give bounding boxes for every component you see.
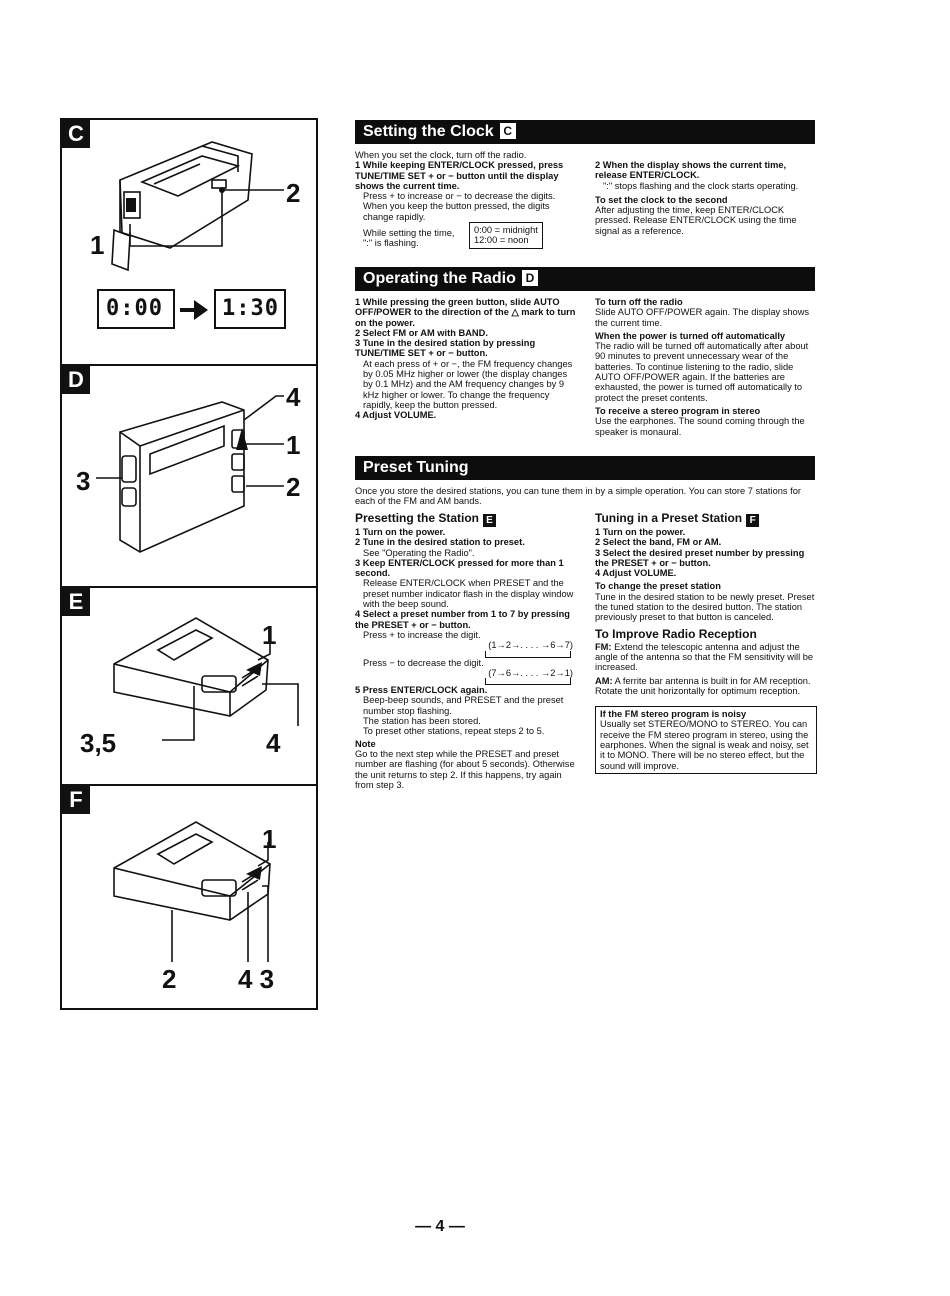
presetting-step-4-decrease: Press − to decrease the digit. (363, 657, 484, 668)
figure-e (62, 588, 316, 784)
loop-bracket (485, 651, 571, 658)
callout-1: 1 (262, 620, 277, 650)
presetting-step-1: 1 Turn on the power. (355, 527, 446, 537)
tuning-step-1: 1 Turn on the power. (595, 527, 686, 537)
tuning-step-3: 3 Select the desired preset number by pressing the PRESET + or − button. (595, 547, 805, 568)
section-bar-radio (355, 267, 815, 291)
clock-flash-note: While setting the time, ":" is flashing. (363, 228, 455, 249)
presetting-sequence-increase: (1→2→. . . . →6→7) (488, 640, 573, 651)
presetting-step-5: 5 Press ENTER/CLOCK again. (355, 685, 488, 696)
radio-stereo-body: Use the earphones. The sound coming through the speaker is monaural. (595, 416, 805, 437)
presetting-step-4-increase: Press + to increase the digit. (363, 629, 481, 640)
presetting-title: Presetting the Station (355, 511, 480, 525)
presetting-step-4: 4 Select a preset number from 1 to 7 by pressing the PRESET + or − button. (355, 609, 570, 630)
presetting-step-5-body-3: To preset other stations, repeat steps 2 to 5. (363, 726, 545, 737)
radio-preset-illustration-f (62, 786, 316, 1008)
radio-step-2: 2 Select FM or AM with BAND. (355, 327, 488, 338)
tuning-column (595, 511, 817, 774)
tuning-change-body: Tune in the desired station to be newly preset. Preset the tuned station to the desired button. The station previously preset to that button is canceled. (595, 591, 815, 623)
clock-time-box (469, 222, 543, 249)
presetting-note-body: Go to the next step while the PRESET and preset number are flashing (for about 5 seconds). Otherwise the unit returns to step 2. If this happens, try again from step 3. (355, 748, 575, 790)
figure-c (62, 120, 316, 364)
radio-auto-heading: When the power is turned off automatically (595, 330, 786, 341)
figure-d-badge: D (62, 366, 90, 394)
radio-right-column (595, 297, 817, 437)
radio-auto-body: The radio will be turned off automatically after about 90 minutes to prevent unnecessary wear of the batteries. To continue listening to the radio, slide AUTO OFF/POWER again. If the batteries are exhausted, the power is turned off automatically to protect the preset contents. (595, 341, 809, 403)
preset-intro: Once you store the desired stations, you can tune them in by a simple operation. You can store 7 stations for each of the FM and AM bands. (355, 486, 801, 507)
section-title-clock: Setting the Clock (363, 123, 494, 140)
section-title-preset: Preset Tuning (363, 459, 469, 476)
radio-left-column (355, 297, 577, 421)
presetting-badge-e: E (483, 514, 496, 527)
callout-4-3: 4 3 (238, 964, 275, 994)
presetting-step-3-body: Release ENTER/CLOCK when PRESET and the preset number indicator flash in the display window with the beep sound. (363, 578, 574, 610)
clock-right-column (595, 160, 817, 236)
tuning-step-4: 4 Adjust VOLUME. (595, 568, 677, 579)
section-title-radio: Operating the Radio (363, 270, 516, 287)
clock-intro: When you set the clock, turn off the radio. (355, 150, 527, 160)
presetting-sequence-decrease: (7→6→. . . . →2→1) (488, 667, 573, 678)
radio-off-heading: To turn off the radio (595, 297, 683, 307)
radio-side-illustration (62, 366, 316, 586)
tuning-change-heading: To change the preset station (595, 581, 721, 592)
presetting-step-2-body: See "Operating the Radio". (363, 547, 475, 558)
presetting-step-3: 3 Keep ENTER/CLOCK pressed for more than 1 second. (355, 557, 564, 579)
figure-d (62, 366, 316, 586)
section-badge-c: C (500, 123, 516, 139)
figure-panel (60, 118, 318, 1010)
clock-left-column (355, 150, 580, 249)
callout-1: 1 (286, 430, 301, 460)
radio-stereo-heading: To receive a stereo program in stereo (595, 405, 761, 416)
section-bar-preset (355, 456, 815, 480)
radio-step-4: 4 Adjust VOLUME. (355, 410, 437, 421)
improve-title: To Improve Radio Reception (595, 626, 757, 641)
lcd-display-after: 1:30 (222, 296, 279, 321)
section-badge-d: D (522, 270, 538, 286)
tuning-title: Tuning in a Preset Station (595, 511, 743, 525)
presetting-column (355, 511, 577, 790)
callout-2: 2 (286, 472, 301, 502)
clock-second-heading: To set the clock to the second (595, 194, 728, 205)
tuning-step-2: 2 Select the band, FM or AM. (595, 537, 722, 548)
clock-second-body: After adjusting the time, keep ENTER/CLOCK pressed. Release ENTER/CLOCK using the time signal as a reference. (595, 205, 797, 236)
radio-step-1: 1 While pressing the green button, slide AUTO OFF/POWER to the direction of the △ mark to turn on the power. (355, 297, 576, 328)
clock-step-2-body: ":" stops flashing and the clock starts operating. (603, 180, 799, 191)
callout-2: 2 (162, 964, 177, 994)
radio-off-body: Slide AUTO OFF/POWER again. The display shows the current time. (595, 307, 810, 328)
figure-f (62, 786, 316, 1008)
callout-2: 2 (286, 178, 301, 208)
clock-step-1: 1 While keeping ENTER/CLOCK pressed, press TUNE/TIME SET + or − button until the display shows the current time. (355, 160, 564, 191)
improve-fm: FM: Extend the telescopic antenna and adjust the angle of the antenna so that the FM sensitivity will be increased. (595, 641, 814, 673)
presetting-note-heading: Note (355, 738, 376, 749)
clock-box-midnight: 0:00 = midnight (474, 225, 538, 236)
clock-box-noon: 12:00 = noon (474, 235, 529, 246)
lcd-display-before: 0:00 (106, 296, 163, 321)
noisy-tip-box (595, 706, 817, 774)
page-number: — 4 — (415, 1218, 465, 1235)
noisy-tip-heading: If the FM stereo program is noisy (600, 709, 747, 720)
presetting-step-5-body-1: Beep-beep sounds, and PRESET and the preset number stop flashing. (363, 695, 564, 716)
tuning-badge-f: F (746, 514, 759, 527)
callout-4: 4 (286, 382, 301, 412)
callout-1: 1 (90, 230, 105, 260)
section-bar-clock (355, 120, 815, 144)
callout-4: 4 (266, 728, 281, 758)
callout-3: 3 (76, 466, 91, 496)
callout-3-5: 3,5 (80, 728, 117, 758)
presetting-step-5-body-2: The station has been stored. (363, 716, 481, 727)
loop-bracket (485, 678, 571, 685)
radio-step-3: 3 Tune in the desired station by pressing TUNE/TIME SET + or − button. (355, 338, 536, 359)
radio-step-3-body: At each press of + or −, the FM frequency changes by 0.05 MHz higher or lower (the display changes by 0.1 MHz) and the AM frequency changes by 9 kHz higher or lower. To change the frequency rapidly, keep the button pressed. (363, 358, 573, 410)
noisy-tip-body: Usually set STEREO/MONO to STEREO. You can receive the FM stereo program in stereo, using the earphones. When the signal is weak and noisy, set it to MONO. There will be no stereo effect, but the sound will improve. (600, 719, 809, 771)
presetting-step-2: 2 Tune in the desired station to preset. (355, 537, 525, 548)
figure-f-badge: F (62, 786, 90, 814)
improve-am: AM: A ferrite bar antenna is built in for AM reception. Rotate the unit horizontally for optimum reception. (595, 675, 811, 696)
clock-step-2: 2 When the display shows the current time, release ENTER/CLOCK. (595, 160, 787, 181)
clock-step-1-body: Press + to increase or − to decrease the digits. When you keep the button pressed, the digits change rapidly. (363, 191, 556, 222)
figure-c-badge: C (62, 120, 90, 148)
figure-e-badge: E (62, 588, 90, 616)
callout-1: 1 (262, 824, 277, 854)
